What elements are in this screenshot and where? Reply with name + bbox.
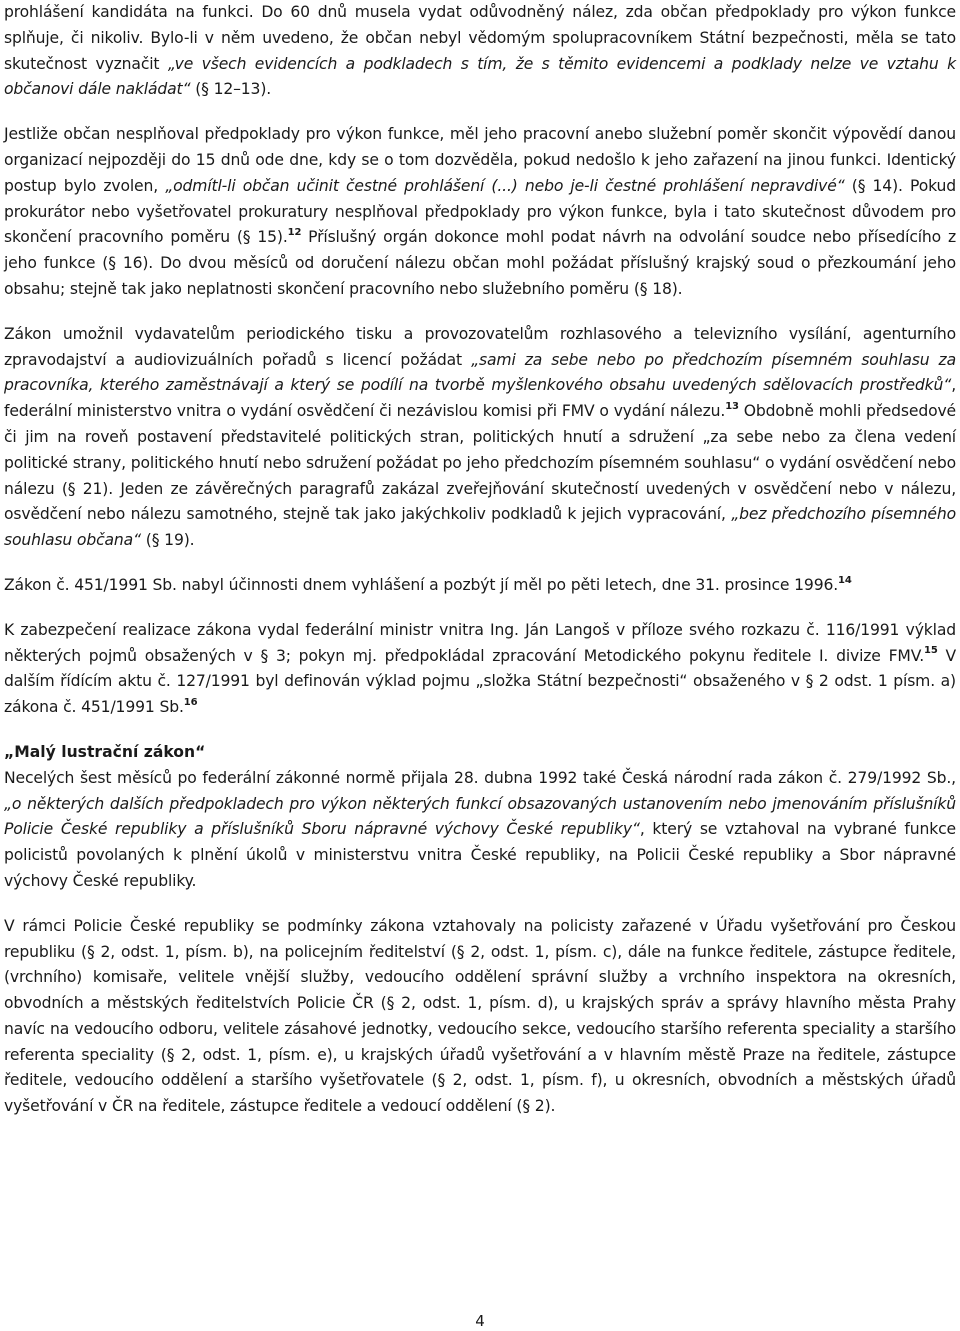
footnote-ref: 13 [725,400,739,412]
text-run: K zabezpečení realizace zákona vydal federální ministr vnitra Ing. Ján Langoš v příloze svého rozkazu č. 116/1991 výklad některých pojmů obsažených v § 3; pokyn mj. předpokládal zpracování Metodického pokynu ředitele I. divize FMV. [4,620,956,665]
text-run: Necelých šest měsíců po federální zákonné normě přijala 28. dubna 1992 také Česká národní rada zákon č. 279/1992 Sb., [4,768,956,787]
text-run: (§ 14). Pokud prokurátor nebo vyšetřovatel prokuratury nesplňoval předpoklady pro výkon funkce, byla i tato skutečnost důvodem pro skončení pracovního poměru (§ 15). [4,176,956,247]
text-run: (§ 19). [140,531,195,550]
text-run: Příslušný orgán dokonce mohl podat návrh na odvolání soudce nebo přísedícího z jeho funkce (§ 16). Do dvou měsíců od doručení nálezu občan mohl požádat příslušný krajský soud o přezkoumání jeho obsahu; stejně tak jako neplatnosti skončení pracovního nebo služebního poměru (§ 18). [4,228,956,298]
text-run: V dalším řídícím aktu č. 127/1991 byl definován výklad pojmu „složka Státní bezpečnosti“ obsaženého v § 2 odst. 1 písm. a) zákona č. 451/1991 Sb. [4,646,956,717]
paragraph-3 [4,322,956,554]
paragraph-2 [4,122,956,303]
text-run: Zákon č. 451/1991 Sb. nabyl účinnosti dnem vyhlášení a pozbýt jí měl po pěti letech, dne 31. prosince 1996. [4,575,839,594]
document-page [4,0,956,1120]
paragraph-4 [4,573,956,599]
footnote-ref: 15 [924,645,938,657]
italic-quote: „ve všech evidencích a podkladech s tím, že s těmito evidencemi a podklady nelze ve vztahu k občanovi dále nakládat“ [4,54,956,99]
text-run: Obdobně mohli předsedové či jim na roveň postavení představitelé politických stran, politických hnutí a sdružení „za sebe nebo za člena vedení politické strany, politického hnutí nebo sdružení požádat po jeho předchozím písemném souhlasu“ o vydání osvědčení nebo nálezu (§ 21). Jeden ze závěrečných paragrafů zakázal zveřejňování skutečností uvedených v osvědčení nebo v nálezu, osvědčení nebo nálezu samotného, stejně tak jako jakýchkoliv podkladů k jejich vypracování, [4,402,956,524]
text-run: Zákon umožnil vydavatelům periodického tisku a provozovatelům rozhlasového a televizního vysílání, agenturního zpravodajství a audiovizuálních pořadů s licencí požádat [4,324,956,369]
italic-quote: „o některých dalších předpokladech pro výkon některých funkcí obsazovaných ustanovením nebo jmenováním příslušníků Policie České republiky a příslušníků Sboru nápravné výchovy České republiky“ [4,794,956,839]
paragraph-6 [4,766,956,895]
paragraph-7 [4,914,956,1120]
footnote-ref: 14 [838,574,852,586]
text-run: Jestliže občan nesplňoval předpoklady pro výkon funkce, měl jeho pracovní anebo služební poměr skončit výpovědí danou organizací nejpozději do 15 dnů ode dne, kdy se o tom dozvěděla, pokud nedošlo k jeho zařazení na jinou funkci. Identický postup bylo zvolen, [4,125,956,195]
italic-quote: „odmítl-li občan učinit čestné prohlášení (...) nebo je-li čestné prohlášení nepravdivé“ [165,176,845,195]
section-heading: „Malý lustrační zákon“ [4,742,206,761]
text-run: (§ 12–13). [190,80,272,99]
italic-quote: „bez předchozího písemného souhlasu občana“ [4,505,956,550]
footnote-ref: 16 [183,696,198,708]
text-run: V rámci Policie České republiky se podmínky zákona vztahovaly na policisty zařazené v Úřadu vyšetřování pro Českou republiku (§ 2, odst. 1, písm. b), na policejním ředitelství (§ 2, odst. 1, písm. c), dále na funkce ředitele, zástupce ředitele, (vrchního) komisaře, velitele vnější služby, vedoucího oddělení správní služby a vrchního inspektora na okresních, obvodních a městských ředitelstvích Policie ČR (§ 2, odst. 1, písm. d), u krajských správ a správy hlavního města Prahy navíc na vedoucího odboru, velitele zásahové jednotky, vedoucího sekce, vedoucího staršího referenta speciality a staršího referenta speciality (§ 2, odst. 1, písm. e), u krajských úřadů vyšetřování a v hlavním městě Praze na ředitele, zástupce ředitele, vedoucího oddělení a staršího vyšetřovatele (§ 2, odst. 1, písm. f), u okresních, obvodních a městských úřadů vyšetřování v ČR na ředitele, zástupce ředitele a vedoucí oddělení (§ 2). [4,916,956,1116]
paragraph-1 [4,0,956,103]
text-run: , který se vztahoval na vybrané funkce policistů povolaných k plnění úkolů v ministerstvu vnitra České republiky, na Policii České republiky a Sbor nápravné výchovy České republiky. [4,820,956,890]
text-run: , federální ministerstvo vnitra o vydání osvědčení či nezávislou komisi při FMV o vydání nálezu. [4,376,956,421]
italic-quote: „sami za sebe nebo po předchozím písemném souhlasu za pracovníka, kterého zaměstnávají a který se podílí na tvorbě myšlenkového obsahu uvedených sdělovacích prostředků“ [4,350,956,395]
text-run: prohlášení kandidáta na funkci. Do 60 dnů musela vydat odůvodněný nález, zda občan předpoklady pro výkon funkce splňuje, či nikoliv. Bylo-li v něm uvedeno, že občan nebyl vědomým spolupracovníkem Státní bezpečnosti, měla se tato skutečnost vyznačit [4,3,956,73]
footnote-ref: 12 [287,227,302,239]
page-number: 4 [475,1312,485,1330]
paragraph-5 [4,618,956,721]
